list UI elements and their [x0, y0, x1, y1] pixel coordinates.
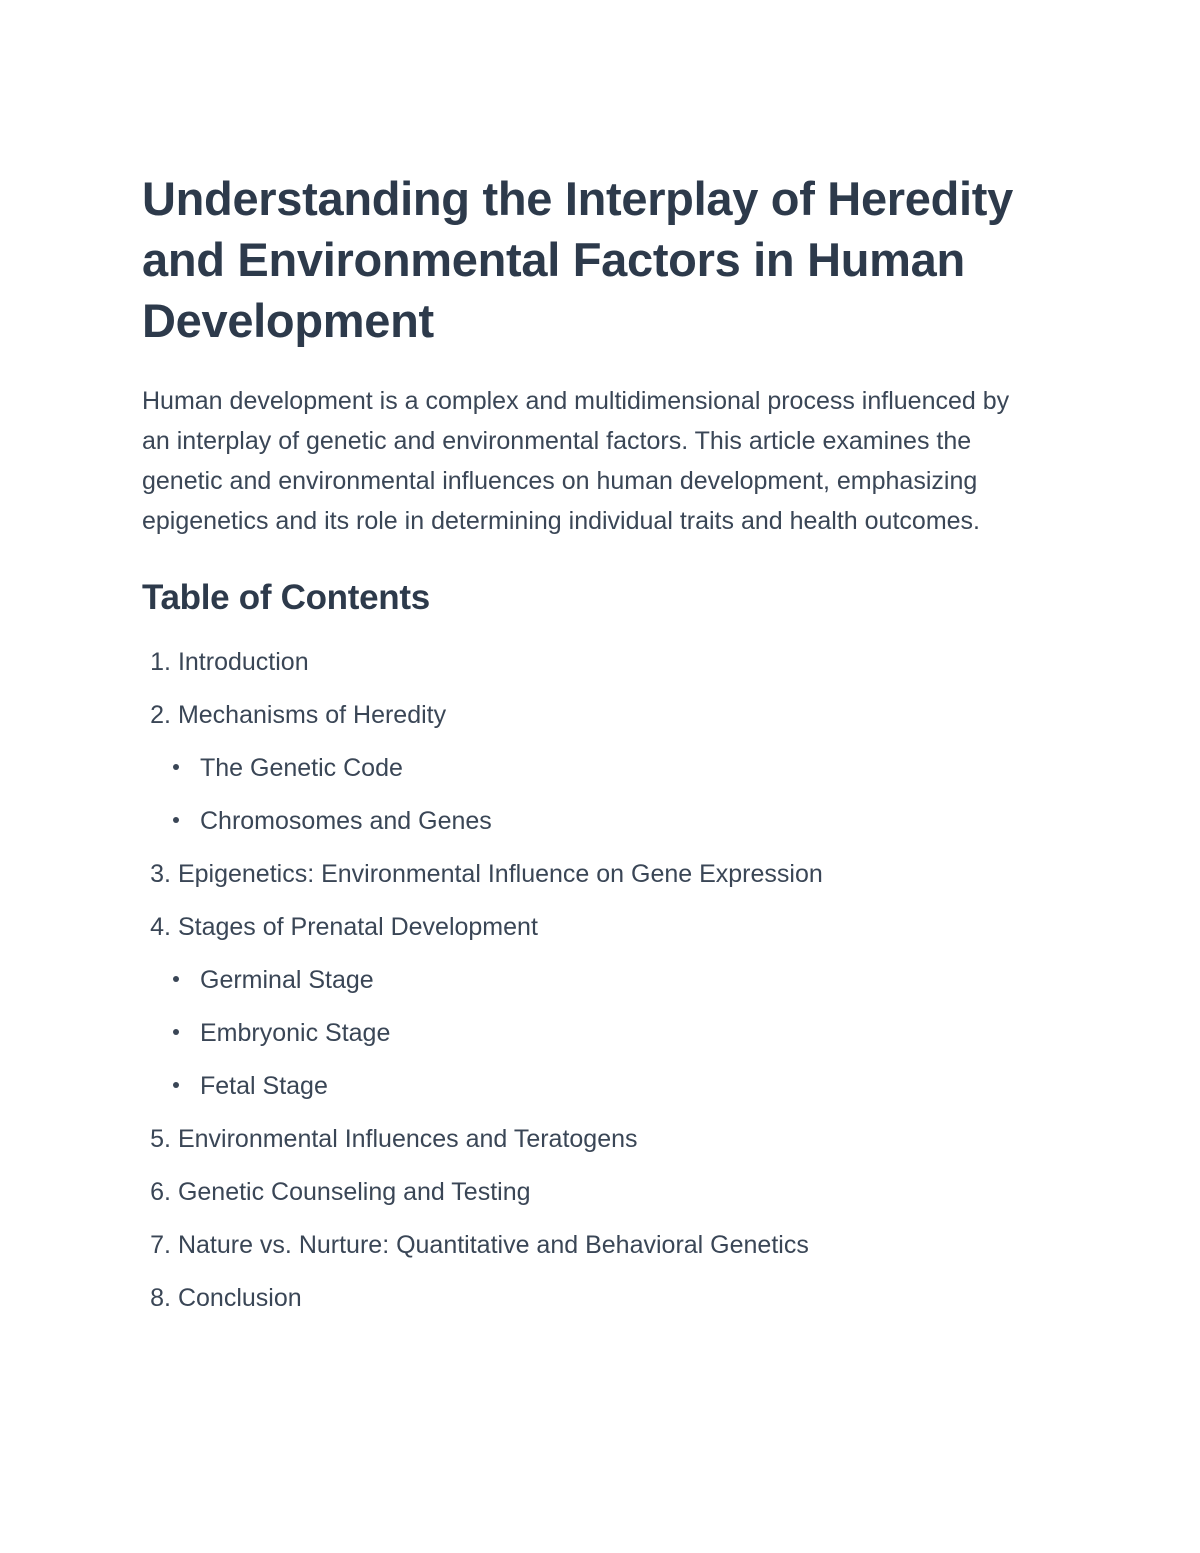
bullet-icon	[173, 764, 179, 770]
toc-item	[142, 910, 1042, 944]
toc-item-label: Fetal Stage	[200, 1072, 328, 1100]
toc-item	[142, 645, 1042, 679]
toc-item	[142, 1175, 1042, 1209]
toc-item-label: Conclusion	[177, 1284, 302, 1312]
toc-item-number: 1.	[150, 648, 171, 676]
intro-paragraph: Human development is a complex and multidimensional process influenced by an interplay of genetic and environmental factors. This article examines the genetic and environmental influences on human development, emphasizing epigenetics and its role in determining individual traits and health outcomes.	[142, 387, 1010, 535]
toc-item	[142, 1228, 1042, 1262]
toc-heading: Table of Contents	[142, 578, 430, 617]
toc-item-label: The Genetic Code	[200, 754, 403, 782]
toc-subitem	[142, 804, 1042, 838]
toc-item-label: Introduction	[177, 648, 309, 676]
toc-item	[142, 1281, 1042, 1315]
toc-item-number: 4.	[150, 913, 171, 941]
bullet-icon	[173, 976, 179, 982]
toc-item	[142, 1122, 1042, 1156]
toc-item-label: Stages of Prenatal Development	[177, 913, 538, 941]
toc-subitem	[142, 751, 1042, 785]
toc-item-label: Environmental Influences and Teratogens	[177, 1125, 638, 1153]
toc-subitem	[142, 1016, 1042, 1050]
toc-subitem	[142, 963, 1042, 997]
toc-item-label: Chromosomes and Genes	[200, 807, 492, 835]
toc-item-number: 3.	[150, 860, 171, 888]
bullet-icon	[173, 817, 179, 823]
toc-item-number: 6.	[150, 1178, 171, 1206]
bullet-icon	[173, 1082, 179, 1088]
toc-item-label: Nature vs. Nurture: Quantitative and Behavioral Genetics	[177, 1231, 809, 1259]
toc-subitem	[142, 1069, 1042, 1103]
toc-item-label: Genetic Counseling and Testing	[177, 1178, 531, 1206]
toc-item	[142, 857, 1042, 891]
toc-item-label: Embryonic Stage	[200, 1019, 391, 1047]
bullet-icon	[173, 1029, 179, 1035]
toc-item-label: Mechanisms of Heredity	[177, 701, 447, 729]
document-page	[142, 168, 1042, 1334]
table-of-contents	[142, 645, 1042, 1315]
toc-item-number: 8.	[150, 1284, 171, 1312]
toc-item-number: 2.	[150, 701, 171, 729]
toc-item-label: Epigenetics: Environmental Influence on Gene Expression	[177, 860, 823, 888]
toc-item-label: Germinal Stage	[200, 966, 374, 994]
toc-item	[142, 698, 1042, 732]
toc-item-number: 5.	[150, 1125, 171, 1153]
document-title: Understanding the Interplay of Heredity and Environmental Factors in Human Development	[142, 172, 1013, 347]
toc-item-number: 7.	[150, 1231, 171, 1259]
